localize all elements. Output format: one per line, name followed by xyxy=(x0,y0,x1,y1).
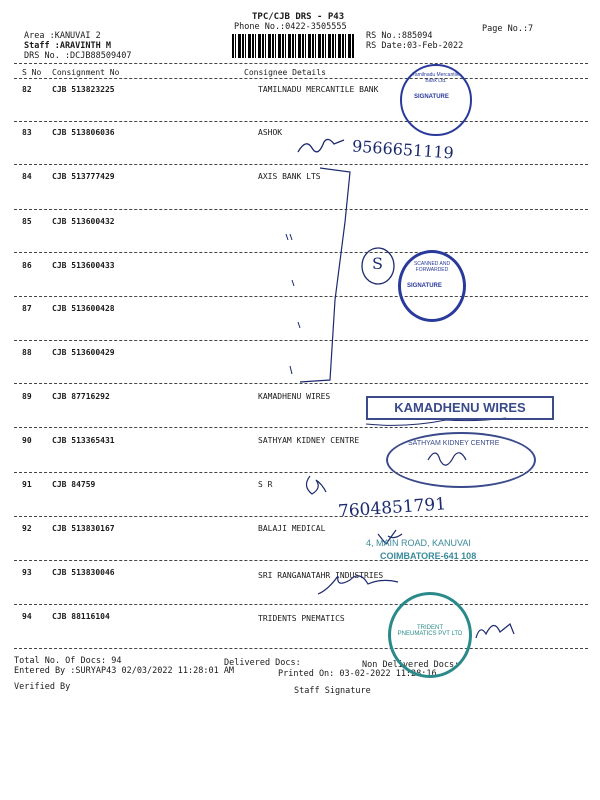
sathyam-stamp xyxy=(386,432,536,488)
column-header-sno: S No xyxy=(22,68,42,77)
non-delivered-docs: Non Delivered Docs: xyxy=(362,660,460,670)
signature-sr xyxy=(306,476,326,494)
circled-mark: S xyxy=(372,254,383,273)
row-sno: 87 xyxy=(22,304,32,313)
row-consignee: SRI RANGANATAHR INDUSTRIES xyxy=(258,571,384,580)
rs-number: RS No.:885094 xyxy=(366,31,433,41)
stamp-text: SCANNED AND FORWARDED xyxy=(413,261,451,273)
row-consignee: TAMILNADU MERCANTILE BANK xyxy=(258,85,379,94)
signature-ashok xyxy=(298,139,344,152)
area-field: Area :KANUVAI 2 xyxy=(24,31,101,41)
staff-field: Staff :ARAVINTH M xyxy=(24,41,111,51)
page-number: Page No.:7 xyxy=(482,24,534,34)
row-consignee: KAMADHENU WIRES xyxy=(258,392,331,401)
handwritten-phone-2: 7604851791 xyxy=(337,494,447,522)
row-sno: 89 xyxy=(22,392,32,401)
row-sno: 82 xyxy=(22,85,32,94)
row-sno: 91 xyxy=(22,480,32,489)
document-title: TPC/CJB DRS - P43 xyxy=(252,12,345,22)
row-consignee: SATHYAM KIDNEY CENTRE xyxy=(258,436,360,445)
row-consignment: CJB 513806036 xyxy=(52,128,115,137)
row-consignment: CJB 513830046 xyxy=(52,568,115,577)
row-consignment: CJB 513365431 xyxy=(52,436,115,445)
ditto-mark xyxy=(286,234,292,240)
printed-on: Printed On: 03-02-2022 11:28:16 xyxy=(278,669,437,679)
row-consignee: ASHOK xyxy=(258,128,283,137)
trident-stamp xyxy=(388,592,472,678)
kamadhenu-stamp: KAMADHENU WIRES xyxy=(366,396,554,420)
row-consignment: CJB 513600428 xyxy=(52,304,115,313)
row-consignment: CJB 84759 xyxy=(52,480,96,489)
row-consignee: BALAJI MEDICAL xyxy=(258,524,326,533)
phone-number: Phone No.:0422-3505555 xyxy=(234,22,347,32)
ditto-mark xyxy=(292,280,294,286)
row-consignee: S R xyxy=(258,480,273,489)
row-sno: 94 xyxy=(22,612,32,621)
row-sno: 88 xyxy=(22,348,32,357)
row-sno: 86 xyxy=(22,261,32,270)
row-consignee: AXIS BANK LTS xyxy=(258,172,321,181)
entered-by: Entered By :SURYAP43 02/03/2022 11:28:01 AM xyxy=(14,666,235,676)
row-consignment: CJB 513823225 xyxy=(52,85,115,94)
row-consignment: CJB 513830167 xyxy=(52,524,115,533)
row-consignment: CJB 513600432 xyxy=(52,217,115,226)
row-sno: 84 xyxy=(22,172,32,181)
axis-stamp xyxy=(398,250,466,322)
handwritten-phone-1: 9566651119 xyxy=(351,136,455,163)
ditto-mark xyxy=(298,322,300,328)
signature-trident xyxy=(476,624,514,638)
tmb-stamp xyxy=(400,64,472,136)
verified-by: Verified By xyxy=(14,682,71,692)
row-consignment: CJB 87716292 xyxy=(52,392,110,401)
drs-number: DRS No. :DCJB88509407 xyxy=(24,51,132,61)
row-consignee: TRIDENTS PNEMATICS xyxy=(258,614,345,623)
row-sno: 93 xyxy=(22,568,32,577)
staff-signature: Staff Signature xyxy=(294,686,371,696)
row-consignment: CJB 513600433 xyxy=(52,261,115,270)
row-sno: 83 xyxy=(22,128,32,137)
balaji-stamp-line1: 4, MAIN ROAD, KANUVAI xyxy=(366,538,471,548)
balaji-stamp-line2: COIMBATORE-641 108 xyxy=(380,551,477,561)
row-consignment: CJB 513600429 xyxy=(52,348,115,357)
stamp-text: TRIDENT PNEUMATICS PVT LTD xyxy=(397,625,463,637)
stamp-text: SATHYAM KIDNEY CENTRE xyxy=(408,440,500,447)
ditto-mark xyxy=(290,366,292,374)
row-sno: 85 xyxy=(22,217,32,226)
row-sno: 92 xyxy=(22,524,32,533)
stamp-text: Tamilnadu Mercantile Bank Ltd. xyxy=(412,72,460,84)
column-header-consignee: Consignee Details xyxy=(244,68,326,77)
delivered-docs: Delivered Docs: xyxy=(224,658,301,668)
row-consignment: CJB 88116104 xyxy=(52,612,110,621)
stamp-center: SIGNATURE xyxy=(407,283,442,289)
signature-ranganathar xyxy=(318,576,398,594)
row-sno: 90 xyxy=(22,436,32,445)
total-docs: Total No. Of Docs: 94 xyxy=(14,656,122,666)
stamp-center: SIGNATURE xyxy=(414,94,449,100)
column-header-consignment: Consignment No xyxy=(52,68,120,77)
row-consignment: CJB 513777429 xyxy=(52,172,115,181)
bracket-mark xyxy=(300,168,350,382)
rs-date: RS Date:03-Feb-2022 xyxy=(366,41,464,51)
